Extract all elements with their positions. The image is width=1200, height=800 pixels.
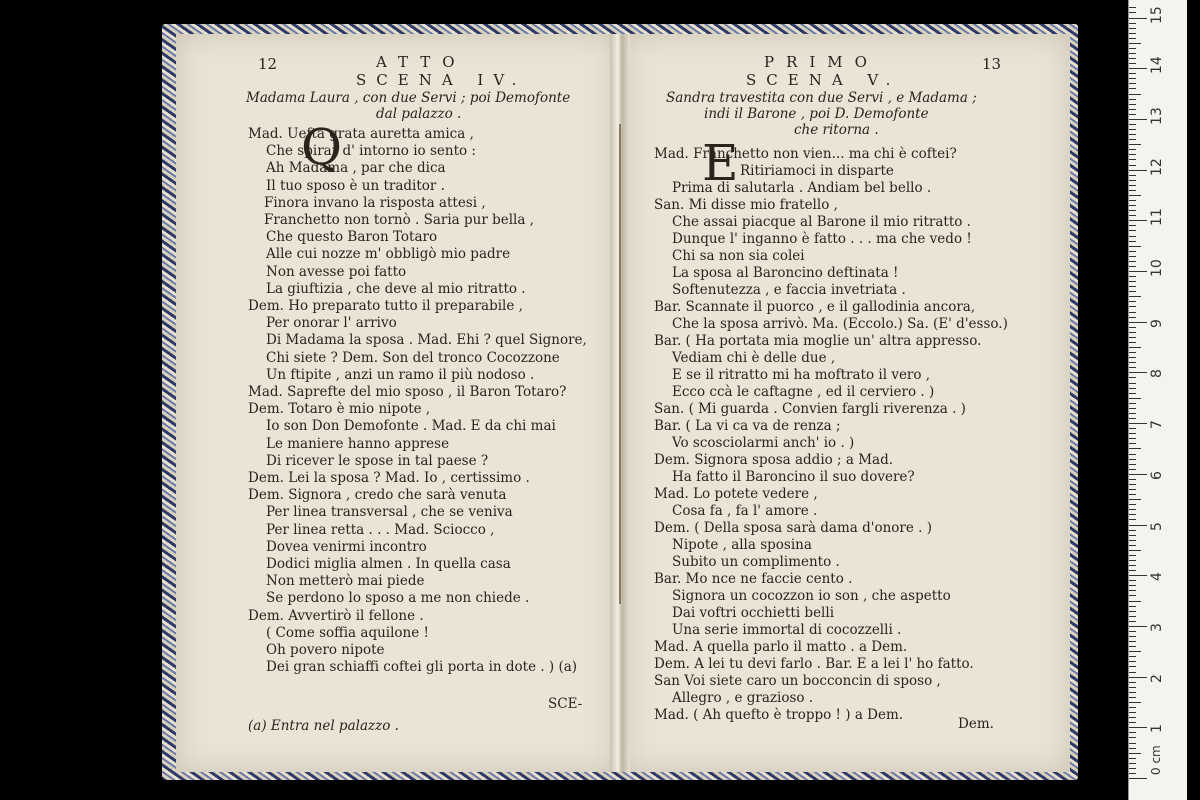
ruler-tick bbox=[1129, 763, 1136, 764]
ruler-tick bbox=[1129, 73, 1136, 74]
verse-line: Di ricever le spose in tal paese ? bbox=[266, 452, 489, 469]
ruler-tick bbox=[1129, 225, 1136, 226]
ruler-tick bbox=[1129, 114, 1136, 115]
running-head-right: PRIMO bbox=[764, 53, 879, 71]
verse-line: Subito un complimento . bbox=[672, 554, 840, 570]
ruler-tick bbox=[1129, 743, 1136, 744]
verse-line: ( Come soffia aquilone ! bbox=[266, 624, 429, 641]
verse-line: Dem. Totaro è mio nipote , bbox=[248, 401, 431, 418]
ruler-tick bbox=[1129, 722, 1136, 723]
ruler-tick bbox=[1129, 560, 1136, 561]
ruler-tick bbox=[1129, 479, 1136, 480]
ruler-tick bbox=[1129, 119, 1147, 120]
ruler-tick bbox=[1129, 631, 1136, 632]
ruler-tick bbox=[1129, 94, 1141, 95]
verse-line: Mad. Uefta grata auretta amica , bbox=[248, 126, 474, 142]
verse-line: Vo scosciolarmi anch' io . ) bbox=[672, 435, 855, 451]
ruler-tick bbox=[1129, 296, 1141, 297]
ruler-tick bbox=[1129, 251, 1136, 252]
drop-cap-left: Q bbox=[301, 118, 342, 176]
verse-line: Le maniere hanno apprese bbox=[266, 435, 450, 452]
scene-title-right: SCENA V. bbox=[746, 71, 901, 89]
ruler-tick bbox=[1129, 687, 1136, 688]
ruler-tick bbox=[1129, 291, 1136, 292]
verse-line: Mad. ( Ah quefto è troppo ! ) a Dem. bbox=[654, 707, 904, 723]
ruler-tick bbox=[1129, 641, 1136, 642]
ruler-number: 15 bbox=[1149, 5, 1165, 24]
ruler-tick bbox=[1129, 99, 1136, 100]
ruler-tick bbox=[1129, 78, 1136, 79]
ruler-tick bbox=[1129, 393, 1136, 394]
ruler-tick bbox=[1129, 88, 1136, 89]
ruler-tick bbox=[1129, 352, 1136, 353]
ruler-tick bbox=[1129, 702, 1141, 703]
ruler-number: 1 bbox=[1149, 724, 1165, 734]
ruler-tick bbox=[1129, 322, 1147, 323]
ruler-tick bbox=[1129, 33, 1136, 34]
verse-line: Chi siete ? Dem. Son del tronco Cocozzone bbox=[266, 349, 560, 366]
ruler-tick bbox=[1129, 180, 1136, 181]
verse-line: Per onorar l' arrivo bbox=[266, 315, 397, 332]
ruler-tick bbox=[1129, 550, 1141, 551]
ruler-tick bbox=[1129, 682, 1136, 683]
ruler-tick bbox=[1129, 7, 1136, 8]
ruler-tick bbox=[1129, 18, 1147, 19]
ruler-tick bbox=[1129, 727, 1147, 728]
verse-line: Non metterò mai piede bbox=[266, 573, 425, 590]
verse-line: Bar. Scannate il puorco , e il gallodinia ancora, bbox=[654, 299, 976, 315]
ruler-tick bbox=[1129, 418, 1136, 419]
ruler-tick bbox=[1129, 651, 1141, 652]
ruler-tick bbox=[1129, 575, 1147, 576]
ruler-tick bbox=[1129, 266, 1136, 267]
ruler-tick bbox=[1129, 43, 1141, 44]
verse-line: Di Madama la sposa . Mad. Ehi ? quel Signore, bbox=[266, 332, 587, 349]
verse-line: Mad. Saprefte del mio sposo , il Baron Totaro? bbox=[248, 384, 567, 400]
ruler-tick bbox=[1129, 413, 1136, 414]
ruler-tick bbox=[1129, 236, 1136, 237]
verse-line: Un ftipite , anzi un ramo il più nodoso . bbox=[266, 366, 535, 383]
ruler-tick bbox=[1129, 129, 1136, 130]
scene-title-left: SCENA IV. bbox=[356, 71, 527, 89]
verse-line: Una serie immortal di cocozzelli . bbox=[672, 622, 902, 638]
verse-line: Per linea retta . . . Mad. Sciocco , bbox=[266, 521, 495, 538]
ruler-tick bbox=[1129, 347, 1141, 348]
ruler-tick bbox=[1129, 261, 1136, 262]
ruler-tick bbox=[1129, 271, 1147, 272]
ruler-tick bbox=[1129, 317, 1136, 318]
ruler-tick bbox=[1129, 545, 1136, 546]
verse-line: San Voi siete caro un bocconcin di sposo , bbox=[654, 673, 941, 689]
ruler-number: 10 bbox=[1149, 259, 1165, 277]
ruler-tick bbox=[1129, 580, 1136, 581]
ruler-tick bbox=[1129, 621, 1136, 622]
ruler-tick bbox=[1129, 63, 1136, 64]
ruler-number: 6 bbox=[1149, 470, 1165, 480]
verse-line: Alle cui nozze m' obbligò mio padre bbox=[266, 246, 511, 263]
verse-line: Mad. A quella parlo il matto . a Dem. bbox=[654, 639, 908, 655]
verse-line: Dem. Lei la sposa ? Mad. Io , certissimo . bbox=[248, 470, 530, 486]
ruler-number: 14 bbox=[1149, 56, 1165, 75]
ruler-tick bbox=[1129, 12, 1136, 13]
ruler-tick bbox=[1129, 732, 1136, 733]
verse-line: Dem. A lei tu devi farlo . Bar. E a lei l' ho fatto. bbox=[654, 656, 974, 672]
ruler-tick bbox=[1129, 585, 1136, 586]
ruler-tick bbox=[1129, 636, 1136, 637]
measuring-ruler bbox=[1128, 0, 1187, 800]
ruler-tick bbox=[1129, 149, 1136, 150]
ruler-tick bbox=[1129, 616, 1136, 617]
ruler-tick bbox=[1129, 195, 1141, 196]
ruler-tick bbox=[1129, 423, 1147, 424]
verse-line: Se perdono lo sposo a me non chiede . bbox=[266, 590, 530, 607]
ruler-tick bbox=[1129, 398, 1141, 399]
ruler-tick bbox=[1129, 357, 1136, 358]
verse-line: Dei gran schiaffi coftei gli porta in dote . ) (a) bbox=[266, 659, 578, 676]
ruler-tick bbox=[1129, 666, 1136, 667]
ruler-tick bbox=[1129, 474, 1147, 475]
verse-line: Dem. Ho preparato tutto il preparabile , bbox=[248, 298, 523, 314]
ruler-tick bbox=[1129, 83, 1136, 84]
ruler-tick bbox=[1129, 109, 1136, 110]
ruler-tick bbox=[1129, 570, 1136, 571]
ruler-tick bbox=[1129, 499, 1141, 500]
verse-line: Signora un cocozzon io son , che aspetto bbox=[672, 588, 951, 604]
ruler-tick bbox=[1129, 241, 1136, 242]
ruler-tick bbox=[1129, 555, 1136, 556]
verse-line: Prima di salutarla . Andiam bel bello . bbox=[672, 180, 932, 196]
verse-line: Per linea transversal , che se veniva bbox=[266, 504, 513, 521]
ruler-tick bbox=[1129, 104, 1136, 105]
ruler-number: 12 bbox=[1149, 157, 1165, 176]
ruler-tick bbox=[1129, 124, 1136, 125]
ruler-tick bbox=[1129, 246, 1141, 247]
ruler-tick bbox=[1129, 185, 1136, 186]
ruler-tick bbox=[1129, 170, 1147, 171]
ruler-tick bbox=[1129, 276, 1136, 277]
ruler-number: 7 bbox=[1149, 420, 1165, 430]
ruler-tick bbox=[1129, 301, 1136, 302]
ruler-tick bbox=[1129, 519, 1136, 520]
ruler-tick bbox=[1129, 753, 1141, 754]
verse-line: Dem. Signora sposa addio ; a Mad. bbox=[654, 452, 894, 468]
ruler-tick bbox=[1129, 377, 1136, 378]
ruler-tick bbox=[1129, 433, 1136, 434]
verse-line: Che spirar d' intorno io sento : bbox=[266, 143, 476, 160]
verse-line: Bar. ( La vi ca va de renza ; bbox=[654, 418, 841, 434]
ruler-tick bbox=[1129, 200, 1136, 201]
ruler-tick bbox=[1129, 205, 1136, 206]
stage-direction-right-2: indi il Barone , poi D. Demofonte bbox=[704, 106, 929, 122]
ruler-tick bbox=[1129, 595, 1136, 596]
stage-direction-left-2: dal palazzo . bbox=[376, 106, 462, 122]
ruler-tick bbox=[1129, 342, 1136, 343]
stage-direction-right-3: che ritorna . bbox=[794, 122, 879, 138]
verse-line: Dem. Signora , credo che sarà venuta bbox=[248, 487, 507, 504]
ruler-tick bbox=[1129, 606, 1136, 607]
ruler-tick bbox=[1129, 443, 1136, 444]
ruler-tick bbox=[1129, 327, 1136, 328]
ruler-tick bbox=[1129, 601, 1141, 602]
ruler-tick bbox=[1129, 672, 1136, 673]
ruler-tick bbox=[1129, 697, 1136, 698]
verse-line: Ecco ccà le caftagne , ed il cerviero . ) bbox=[672, 384, 935, 400]
catchword-right: Dem. bbox=[958, 716, 994, 732]
verse-line: Mad. Lo potete vedere , bbox=[654, 486, 818, 502]
verse-line: Softenutezza , e faccia invetriata . bbox=[672, 282, 906, 298]
drop-cap-right: E bbox=[702, 134, 739, 192]
ruler-tick bbox=[1129, 438, 1136, 439]
page-number-right: 13 bbox=[982, 55, 1002, 73]
verse-line: Nipote , alla sposina bbox=[672, 537, 812, 553]
book-gutter bbox=[610, 34, 630, 772]
ruler-tick bbox=[1129, 530, 1136, 531]
stage-direction-right-1: Sandra travestita con due Servi , e Madama ; bbox=[666, 90, 977, 106]
ruler-tick bbox=[1129, 383, 1136, 384]
ruler-tick bbox=[1129, 58, 1136, 59]
ruler-tick bbox=[1129, 494, 1136, 495]
ruler-tick bbox=[1129, 768, 1136, 769]
ruler-tick bbox=[1129, 748, 1136, 749]
verse-line: Dem. ( Della sposa sarà dama d'onore . ) bbox=[654, 520, 932, 536]
ruler-tick bbox=[1129, 28, 1136, 29]
ruler-tick bbox=[1129, 38, 1136, 39]
ruler-tick bbox=[1129, 388, 1136, 389]
ruler-tick bbox=[1129, 337, 1136, 338]
stage-direction-left-1: Madama Laura , con due Servi ; poi Demofonte bbox=[246, 90, 571, 106]
ruler-tick bbox=[1129, 367, 1136, 368]
left-page bbox=[176, 34, 616, 772]
verse-line: Mad. Franchetto non vien... ma chi è coftei? bbox=[654, 146, 957, 162]
verse-line: Bar. Mo nce ne faccie cento . bbox=[654, 571, 853, 587]
ruler-tick bbox=[1129, 210, 1136, 211]
ruler-tick bbox=[1129, 469, 1136, 470]
verse-line: Ha fatto il Baroncino il suo dovere? bbox=[672, 469, 915, 485]
ruler-tick bbox=[1129, 773, 1136, 774]
ruler-tick bbox=[1129, 661, 1136, 662]
ruler-tick bbox=[1129, 646, 1136, 647]
ruler-tick bbox=[1129, 372, 1147, 373]
verse-line: Che la sposa arrivò. Ma. (Eccolo.) Sa. (E' d'esso.) bbox=[672, 316, 1008, 332]
ruler-tick bbox=[1129, 626, 1147, 627]
ruler-tick bbox=[1129, 53, 1136, 54]
ruler-tick bbox=[1129, 306, 1136, 307]
ruler-tick bbox=[1129, 712, 1136, 713]
ruler-tick bbox=[1129, 281, 1136, 282]
ruler-number: 2 bbox=[1149, 673, 1165, 683]
verse-line: Oh povero nipote bbox=[266, 642, 385, 658]
verse-line: La sposa al Baroncino deftinata ! bbox=[672, 265, 899, 281]
ruler-tick bbox=[1129, 459, 1136, 460]
book bbox=[162, 24, 1078, 780]
ruler-tick bbox=[1129, 362, 1136, 363]
ruler-number: 8 bbox=[1149, 369, 1165, 379]
verse-line: La giuftizia , che deve al mio ritratto . bbox=[266, 280, 526, 297]
ruler-number: 3 bbox=[1149, 622, 1165, 632]
verse-line: Franchetto non tornò . Saria pur bella , bbox=[264, 212, 534, 228]
ruler-number: 11 bbox=[1149, 208, 1165, 227]
footnote-left: (a) Entra nel palazzo . bbox=[248, 718, 399, 734]
ruler-tick bbox=[1129, 778, 1147, 779]
ruler-tick bbox=[1129, 403, 1136, 404]
verse-line: Ah Madama , par che dica bbox=[266, 160, 446, 177]
ruler-tick bbox=[1129, 611, 1136, 612]
ruler-tick bbox=[1129, 454, 1136, 455]
ruler-tick bbox=[1129, 286, 1136, 287]
verse-line: Bar. ( Ha portata mia moglie un' altra appresso. bbox=[654, 333, 982, 349]
verse-line: San. Mi disse mio fratello , bbox=[654, 197, 838, 213]
ruler-tick bbox=[1129, 565, 1136, 566]
ruler-tick bbox=[1129, 134, 1136, 135]
ruler-tick bbox=[1129, 215, 1136, 216]
verse-line: Che assai piacque al Barone il mio ritratto . bbox=[672, 214, 971, 230]
ruler-tick bbox=[1129, 489, 1136, 490]
binding-thread bbox=[619, 124, 621, 604]
verse-line: Dunque l' inganno è fatto . . . ma che vedo ! bbox=[672, 231, 972, 247]
ruler-tick bbox=[1129, 590, 1136, 591]
ruler-number: 5 bbox=[1149, 521, 1165, 531]
ruler-tick bbox=[1129, 23, 1136, 24]
ruler-number: 4 bbox=[1149, 572, 1165, 582]
ruler-tick bbox=[1129, 504, 1136, 505]
ruler-tick bbox=[1129, 175, 1136, 176]
verse-line: Non avesse poi fatto bbox=[266, 263, 407, 280]
ruler-tick bbox=[1129, 484, 1136, 485]
ruler-tick bbox=[1129, 717, 1136, 718]
ruler-tick bbox=[1129, 144, 1141, 145]
verse-line: Finora invano la risposta attesi , bbox=[264, 194, 486, 211]
ruler-tick bbox=[1129, 159, 1136, 160]
ruler-tick bbox=[1129, 256, 1136, 257]
ruler-number: 9 bbox=[1149, 318, 1165, 328]
ruler-tick bbox=[1129, 535, 1136, 536]
verse-line: Il tuo sposo è un traditor . bbox=[266, 177, 445, 194]
verse-line: Ritiriamoci in disparte bbox=[740, 163, 894, 179]
ruler-tick bbox=[1129, 707, 1136, 708]
ruler-tick bbox=[1129, 312, 1136, 313]
verse-line: Dodici miglia almen . In quella casa bbox=[266, 556, 511, 572]
verse-line: Dai voftri occhietti belli bbox=[672, 605, 835, 621]
ruler-tick bbox=[1129, 692, 1136, 693]
ruler-number: 13 bbox=[1149, 107, 1165, 125]
ruler-tick bbox=[1129, 154, 1136, 155]
ruler-tick bbox=[1129, 509, 1136, 510]
verse-line: Dovea venirmi incontro bbox=[266, 538, 427, 555]
ruler-tick bbox=[1129, 656, 1136, 657]
right-page bbox=[624, 34, 1070, 772]
page-number-left: 12 bbox=[258, 55, 278, 73]
ruler-tick bbox=[1129, 190, 1136, 191]
ruler-tick bbox=[1129, 139, 1136, 140]
verse-line: Chi sa non sia colei bbox=[672, 248, 805, 264]
ruler-tick bbox=[1129, 677, 1147, 678]
running-head-left: ATTO bbox=[376, 53, 467, 71]
catchword-left: SCE- bbox=[548, 696, 583, 712]
ruler-tick bbox=[1129, 514, 1136, 515]
ruler-tick bbox=[1129, 737, 1136, 738]
verse-line: Cosa fa , fa l' amore . bbox=[672, 503, 818, 519]
ruler-tick bbox=[1129, 230, 1136, 231]
verse-line: Dem. Avvertirò il fellone . bbox=[248, 607, 424, 624]
ruler-tick bbox=[1129, 165, 1136, 166]
verse-line: Vediam chi è delle due , bbox=[672, 350, 836, 366]
verse-line: Io son Don Demofonte . Mad. E da chi mai bbox=[266, 418, 556, 435]
ruler-tick bbox=[1129, 408, 1136, 409]
ruler-tick bbox=[1129, 525, 1147, 526]
ruler-tick bbox=[1129, 758, 1136, 759]
ruler-tick bbox=[1129, 428, 1136, 429]
ruler-tick bbox=[1129, 332, 1136, 333]
ruler-tick bbox=[1129, 68, 1147, 69]
verse-line: E se il ritratto mi ha moftrato il vero , bbox=[672, 367, 931, 383]
verse-line: Che questo Baron Totaro bbox=[266, 229, 438, 246]
ruler-tick bbox=[1129, 48, 1136, 49]
verse-line: San. ( Mi guarda . Convien fargli riverenza . ) bbox=[654, 401, 966, 417]
ruler-tick bbox=[1129, 464, 1136, 465]
ruler-tick bbox=[1129, 448, 1141, 449]
ruler-tick bbox=[1129, 220, 1147, 221]
ruler-unit-label: 0 cm bbox=[1149, 745, 1163, 775]
verse-line: Allegro , e grazioso . bbox=[672, 690, 814, 706]
ruler-tick bbox=[1129, 540, 1136, 541]
